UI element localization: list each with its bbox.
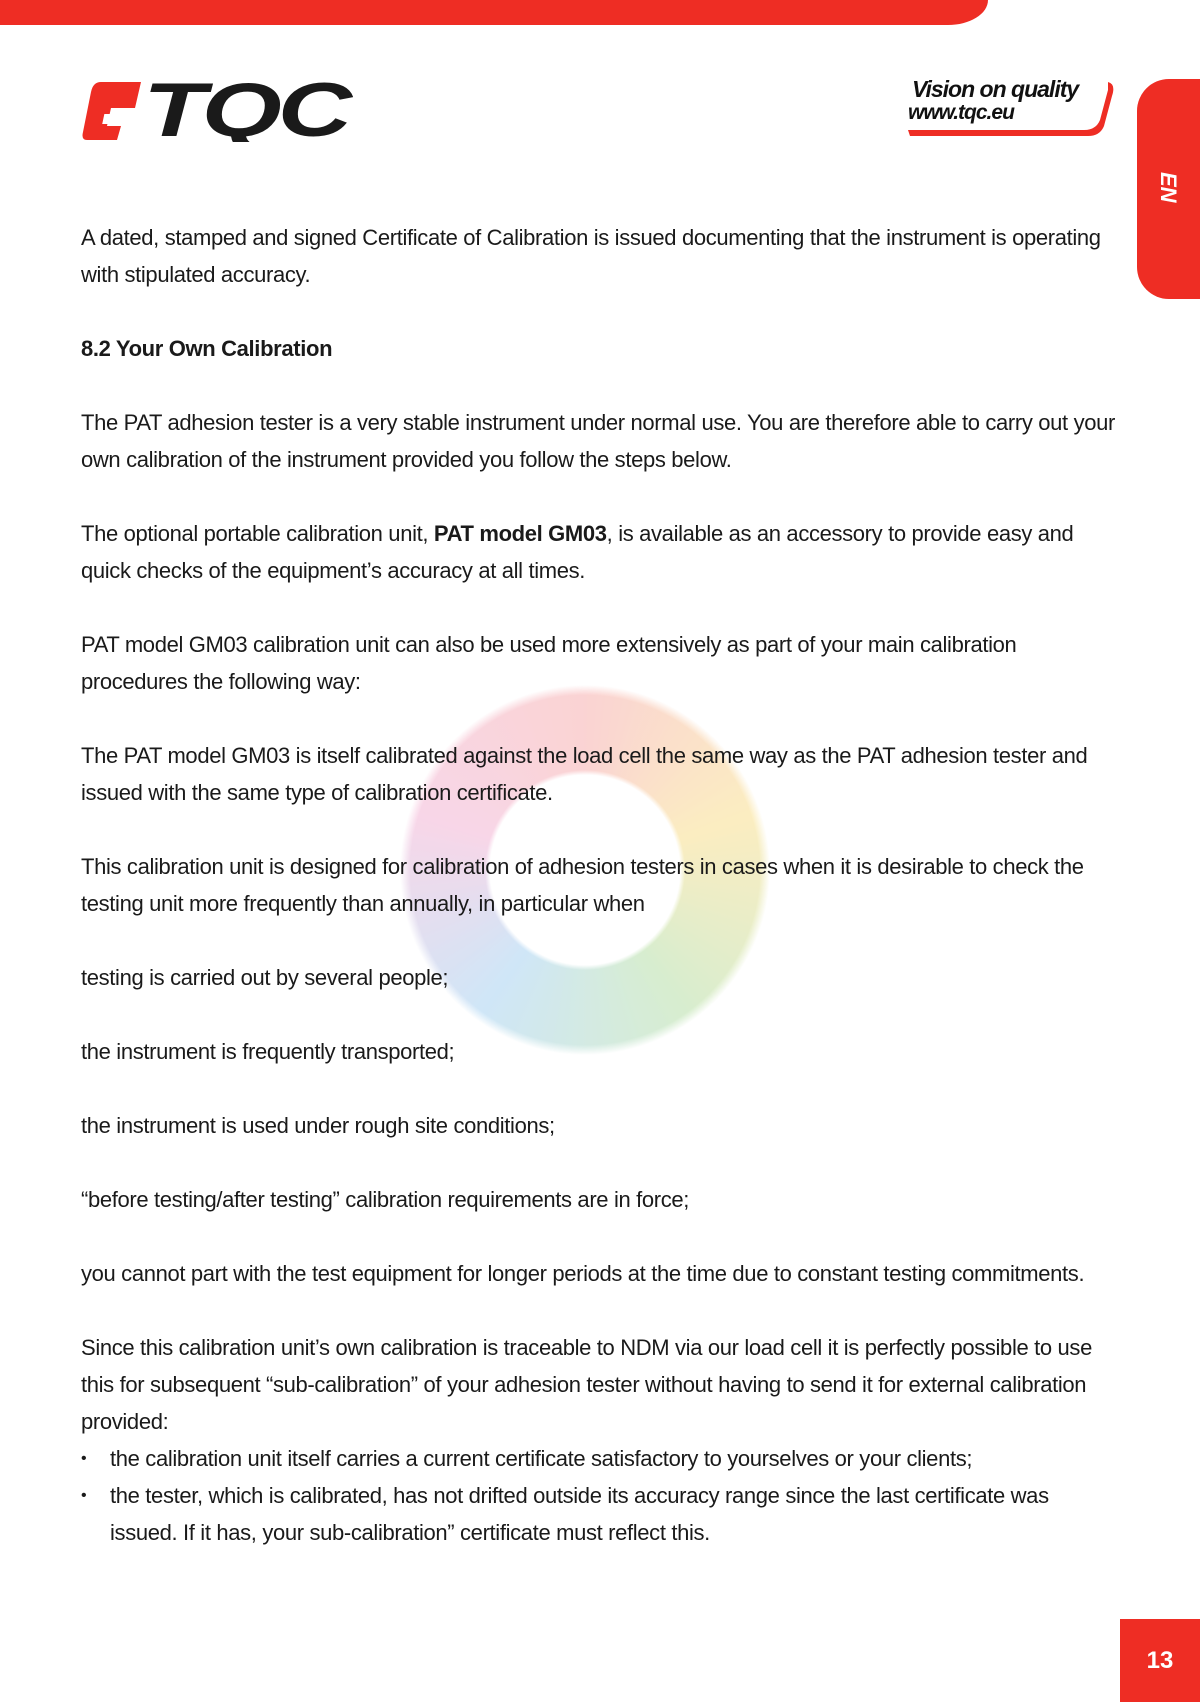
- tagline-text: Vision on quality: [912, 76, 1079, 102]
- section-heading: 8.2 Your Own Calibration: [81, 336, 333, 361]
- paragraph-1: The PAT adhesion tester is a very stable instrument under normal use. You are therefore able to carry out your own calibration of the instrument provided you follow the steps below.: [81, 410, 1115, 472]
- product-name: PAT model GM03: [433, 521, 607, 546]
- tqc-logo: [81, 78, 353, 142]
- bullet-item: • the calibration unit itself carries a current certificate satisfactory to yourselves or your clients;: [81, 1440, 1121, 1477]
- paragraph-6: Since this calibration unit’s own calibration is traceable to NDM via our load cell it is perfectly possible to use this for subsequent “sub-calibration” of your adhesion tester without having to send it for external calibration provided:: [81, 1335, 1092, 1434]
- tqc-logo-mark: [81, 78, 353, 142]
- language-tab-en[interactable]: [1137, 79, 1200, 299]
- top-red-bar: [0, 0, 988, 25]
- paragraph-2-text-a: The optional portable calibration unit,: [81, 521, 434, 546]
- paragraph-3: PAT model GM03 calibration unit can also be used more extensively as part of your main calibration procedures the following way:: [81, 632, 1017, 694]
- svg-text:TQC: TQC: [143, 78, 353, 142]
- case-item: “before testing/after testing” calibration requirements are in force;: [81, 1187, 690, 1212]
- paragraph-5: This calibration unit is designed for calibration of adhesion testers in cases when it is desirable to check the testing unit more frequently than annually, in particular when: [81, 854, 1084, 916]
- bullet-list: [81, 1440, 1121, 1551]
- paragraph-2: [81, 515, 1121, 589]
- page-number: 13: [1120, 1619, 1200, 1702]
- case-item: you cannot part with the test equipment for longer periods at the time due to constant testing commitments.: [81, 1261, 1085, 1286]
- case-item: the instrument is used under rough site conditions;: [81, 1113, 555, 1138]
- case-item: testing is carried out by several people;: [81, 965, 449, 990]
- tagline-block: [904, 76, 1116, 142]
- bullet-item: • the tester, which is calibrated, has not drifted outside its accuracy range since the last certificate was issued. If it has, your sub-calibration” certificate must reflect this.: [81, 1477, 1121, 1551]
- case-item: the instrument is frequently transported;: [81, 1039, 455, 1064]
- page-content: [81, 219, 1121, 1551]
- language-tab-label: EN: [1156, 172, 1181, 203]
- website-link[interactable]: www.tqc.eu: [908, 101, 1014, 124]
- paragraph-4: The PAT model GM03 is itself calibrated against the load cell the same way as the PAT adhesion tester and issued with the same type of calibration certificate.: [81, 743, 1088, 805]
- intro-paragraph: A dated, stamped and signed Certificate of Calibration is issued documenting that the instrument is operating with stipulated accuracy.: [81, 225, 1101, 287]
- paragraph-2-text-b: , is available as an accessory to provide easy and quick checks of the equipment’s accuracy at all times.: [81, 521, 1074, 583]
